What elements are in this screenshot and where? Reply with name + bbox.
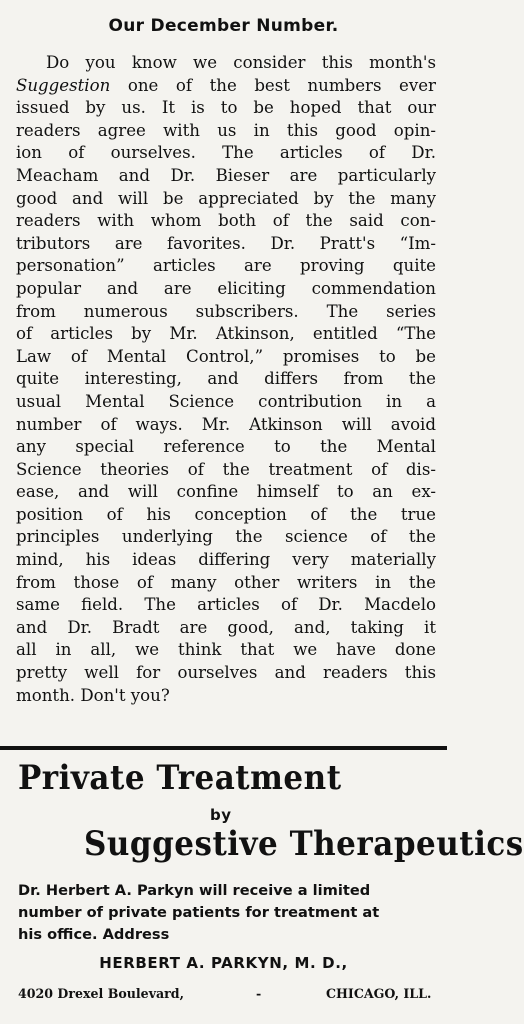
article-line: Law of Mental Control,” promises to be: [16, 346, 436, 366]
article-line: Science theories of the treatment of dis-: [16, 459, 436, 479]
ad-address-separator: -: [256, 986, 262, 1001]
article-line-italic-word: Suggestion: [16, 75, 111, 95]
ad-body: [18, 880, 438, 946]
article-title: Our December Number.: [108, 16, 339, 36]
article-line: usual Mental Science contribution in a: [16, 391, 436, 411]
article-line: good and will be appreciated by the many: [16, 188, 436, 208]
article-line: tributors are favorites. Dr. Pratt's “Im-: [16, 233, 436, 253]
ad-city: CHICAGO, ILL.: [326, 986, 432, 1001]
article-line: ion of ourselves. The articles of Dr.: [16, 143, 436, 163]
article-line: Do you know we consider this month's: [46, 53, 436, 72]
article-line: all in all, we think that we have done: [16, 640, 436, 660]
ad-headline-sub: Suggestive Therapeutics: [84, 824, 524, 864]
article-line: any special reference to the Mental: [16, 437, 436, 457]
article-line: readers agree with us in this good opin-: [16, 120, 436, 140]
ad-body-line: number of private patients for treatment at: [18, 904, 380, 921]
article-line: readers with whom both of the said con-: [16, 211, 436, 231]
section-divider: [0, 746, 447, 750]
article-line: Meacham and Dr. Bieser are particularly: [16, 165, 436, 185]
article-line: mind, his ideas differing very materially: [16, 550, 436, 570]
article-line: pretty well for ourselves and readers this: [16, 663, 436, 683]
ad-headline-by: by: [210, 806, 232, 824]
article-line: from numerous subscribers. The series: [16, 301, 436, 321]
ad-street-address: 4020 Drexel Boulevard,: [18, 986, 184, 1001]
ad-contact-name: HERBERT A. PARKYN, M. D.,: [99, 954, 348, 972]
article-line: same field. The articles of Dr. Macdelo: [16, 595, 436, 615]
article-line: popular and are eliciting commendation: [16, 278, 436, 298]
article-line-rest: one of the best numbers ever: [110, 75, 436, 95]
article-line: and Dr. Bradt are good, and, taking it: [16, 617, 436, 637]
article-body: [16, 52, 436, 707]
ad-body-line: his office. Address: [18, 926, 170, 943]
article-line: of articles by Mr. Atkinson, entitled “The: [16, 324, 436, 344]
ad-body-line: Dr. Herbert A. Parkyn will receive a limited: [18, 882, 371, 899]
article-line: [16, 75, 436, 98]
article-line: position of his conception of the true: [16, 504, 436, 524]
article-line: quite interesting, and differs from the: [16, 369, 436, 389]
article-line: number of ways. Mr. Atkinson will avoid: [16, 414, 436, 434]
article-line: issued by us. It is to be hoped that our: [16, 98, 436, 118]
article-line: ease, and will confine himself to an ex-: [16, 482, 436, 502]
ad-headline: Private Treatment: [18, 758, 342, 798]
article-line: principles underlying the science of the: [16, 527, 436, 547]
article-line: from those of many other writers in the: [16, 572, 436, 592]
article-line: personation” articles are proving quite: [16, 256, 436, 276]
article-line: month. Don't you?: [16, 685, 170, 705]
